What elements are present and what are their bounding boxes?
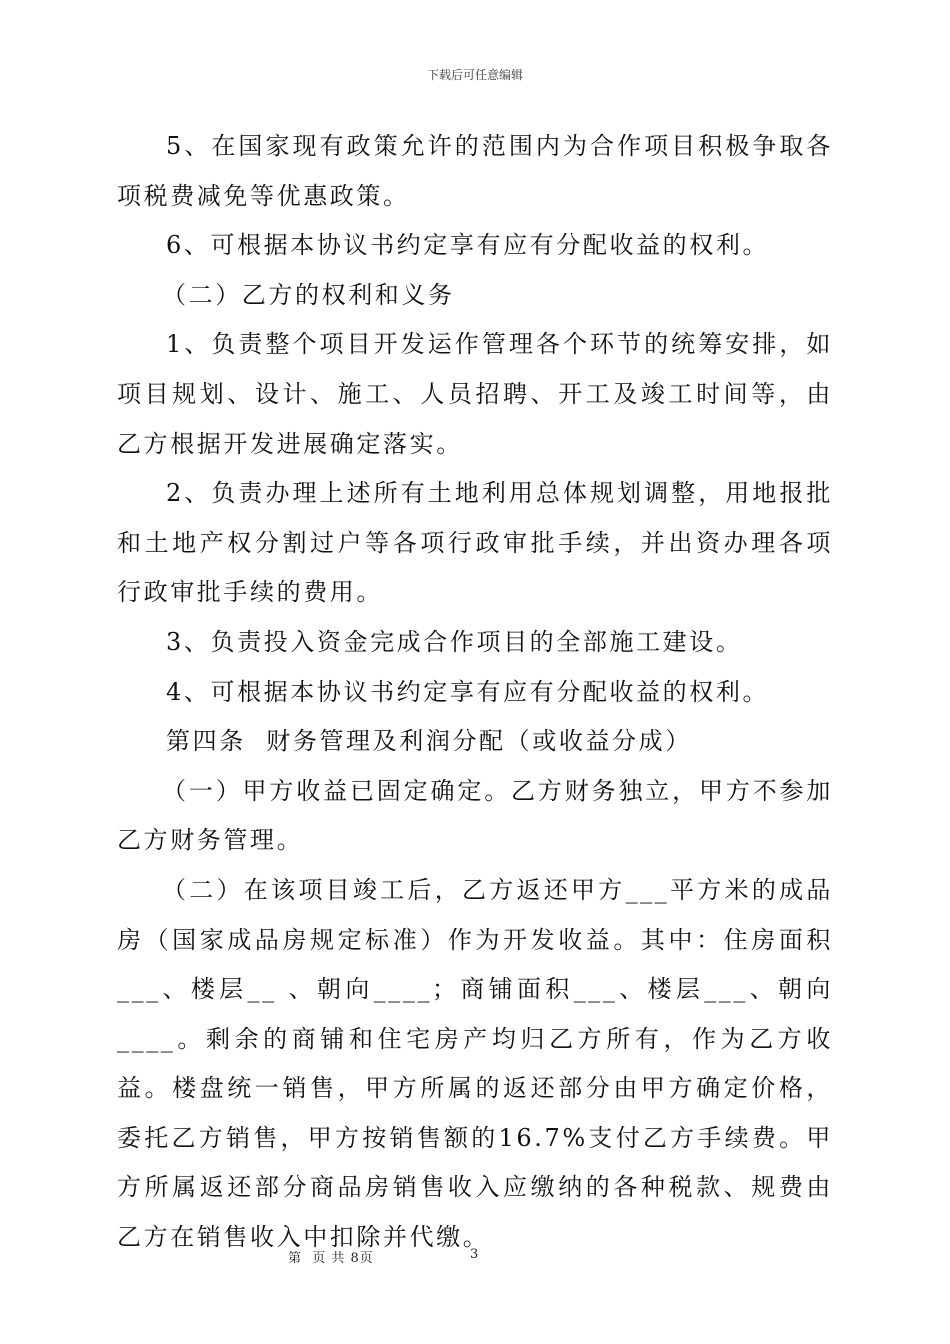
paragraph: （二）在该项目竣工后，乙方返还甲方___平方米的成品房（国家成品房规定标准）作为开发收益。其中：住房面积___、楼层__ 、朝向____；商铺面积___、楼层___、朝向____。剩余的商铺和住宅房产均归乙方所有，作为乙方收益。楼盘统一销售，甲方所属的返还部分由甲方确定价格，委托乙方销售，甲方按销售额的16.7%支付乙方手续费。甲方所属返还部分商品房销售收入应缴纳的各种税款、规费由乙方在销售收入中扣除并代缴。 bbox=[117, 875, 833, 1252]
section-subheading: （二）乙方的权利和义务 bbox=[162, 280, 455, 309]
page-number: 3 bbox=[470, 1247, 479, 1262]
page-header-note: 下载后可任意编辑 bbox=[426, 68, 523, 82]
document-body bbox=[117, 122, 833, 1263]
paragraph: 3、负责投入资金完成合作项目的全部施工建设。 bbox=[166, 627, 743, 656]
paragraph: 5、在国家现有政策允许的范围内为合作项目积极争取各项税费减免等优惠政策。 bbox=[117, 132, 833, 210]
paragraph: 2、负责办理上述所有土地利用总体规划调整，用地报批和土地产权分割过户等各项行政审批手续，并出资办理各项行政审批手续的费用。 bbox=[117, 479, 833, 607]
paragraph: 4、可根据本协议书约定享有应有分配收益的权利。 bbox=[166, 677, 770, 706]
page-footer-label: 第 页 共 8页 bbox=[288, 1251, 374, 1266]
paragraph: （一）甲方收益已固定确定。乙方财务独立，甲方不参加乙方财务管理。 bbox=[117, 776, 833, 855]
paragraph: 6、可根据本协议书约定享有应有分配收益的权利。 bbox=[166, 231, 770, 260]
article-heading: 第四条 财务管理及利润分配（或收益分成） bbox=[166, 727, 692, 756]
paragraph: 1、负责整个项目开发运作管理各个环节的统筹安排，如项目规划、设计、施工、人员招聘、开工及竣工时间等，由乙方根据开发进展确定落实。 bbox=[117, 330, 833, 458]
